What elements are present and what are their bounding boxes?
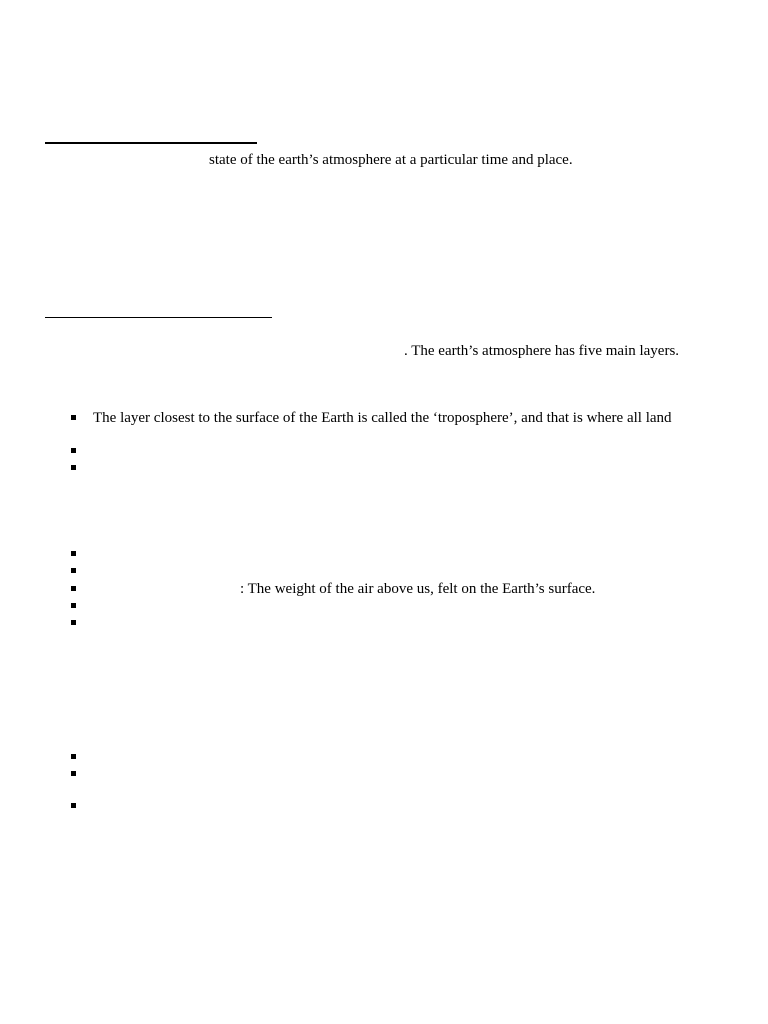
bullet-icon (71, 465, 76, 470)
atmosphere-layers-text: . The earth’s atmosphere has five main layers. (404, 343, 680, 359)
bullet-icon (71, 803, 76, 808)
bullet-icon (71, 448, 76, 453)
air-pressure-text: : The weight of the air above us, felt on the Earth’s surface. (240, 581, 596, 597)
bullet-icon (71, 620, 76, 625)
heading-underline-atmosphere (45, 317, 272, 318)
bullet-icon (71, 586, 76, 591)
bullet-icon (71, 415, 76, 420)
troposphere-text: The layer closest to the surface of the Earth is called the ‘troposphere’, and that is where all land (93, 410, 672, 426)
bullet-icon (71, 603, 76, 608)
weather-definition-text: state of the earth’s atmosphere at a particular time and place. (209, 152, 573, 168)
heading-underline-weather (45, 142, 257, 144)
bullet-icon (71, 771, 76, 776)
bullet-icon (71, 568, 76, 573)
bullet-icon (71, 754, 76, 759)
bullet-icon (71, 551, 76, 556)
